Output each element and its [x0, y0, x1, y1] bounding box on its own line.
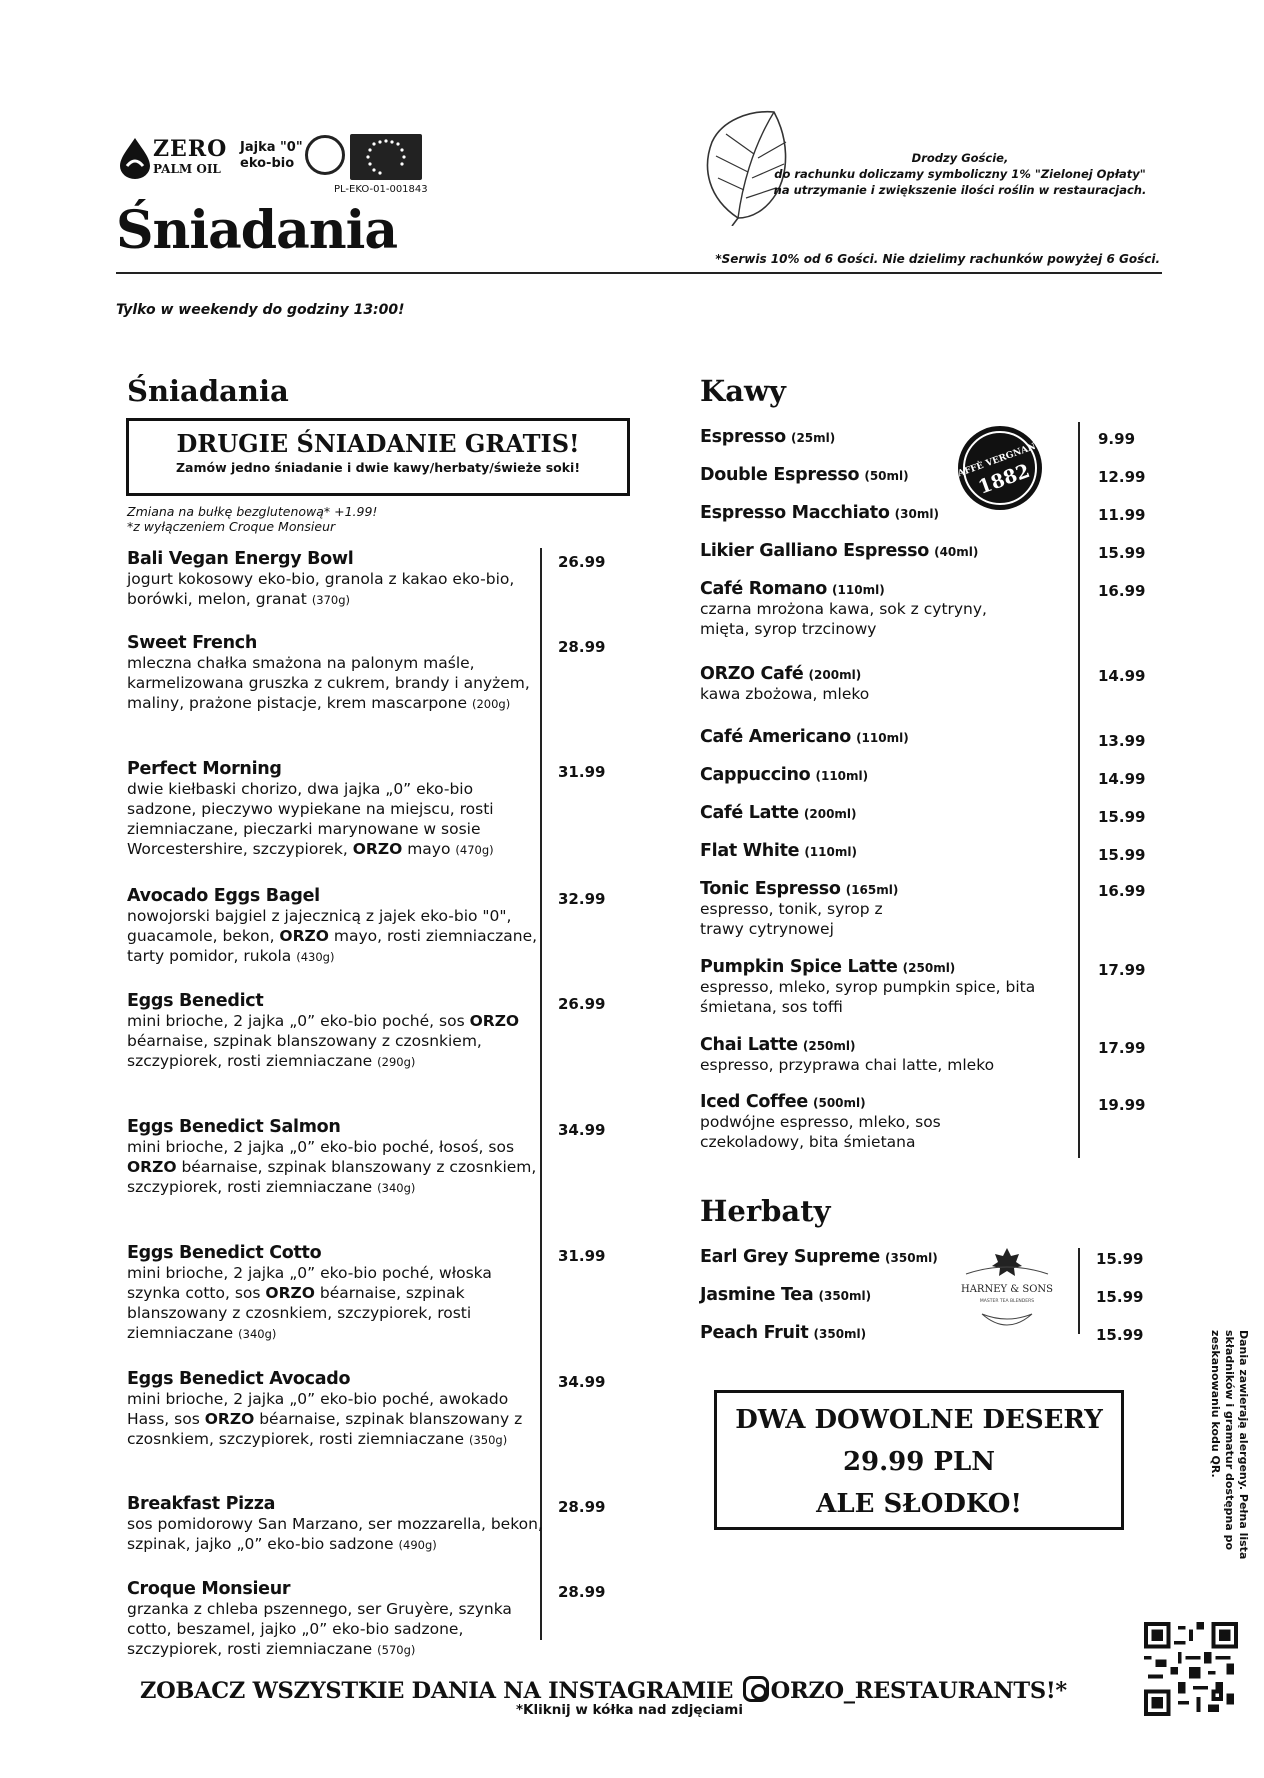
- gluten-note-line2: *z wyłączeniem Croque Monsieur: [127, 519, 336, 534]
- item-price: 32.99: [558, 890, 606, 908]
- coffee-price: 15.99: [1098, 808, 1146, 826]
- coffee-price: 17.99: [1098, 961, 1146, 979]
- item-desc-text: béarnaise, szpinak blanszowany z czosnkiem, szczypiorek, rosti ziemniaczane: [127, 1284, 472, 1342]
- item-desc-text: béarnaise, szpinak blanszowany z czosnkiem, szczypiorek, rosti ziemniaczane: [127, 1410, 523, 1448]
- coffee-desc: czarna mrożona kawa, sok z cytryny, mięta, syrop trzcinowy: [700, 600, 987, 638]
- coffee-name: Café Romano: [700, 579, 827, 599]
- item-size: (490g): [398, 1538, 437, 1552]
- eggs-label: [240, 140, 303, 172]
- item-price: 34.99: [558, 1373, 606, 1391]
- coffee-price: 16.99: [1098, 582, 1146, 600]
- green-fee-notice: [760, 150, 1160, 198]
- tea-price: 15.99: [1096, 1250, 1144, 1268]
- tea-size: (350ml): [818, 1289, 872, 1303]
- tea-item: [700, 1285, 871, 1305]
- coffee-logo-text: CAFFÈ VERGNANO: [958, 439, 1042, 482]
- notice-line3: na utrzymanie i zwiększenie ilości roślin w restauracjach.: [773, 183, 1147, 197]
- coffee-name: Iced Coffee: [700, 1092, 808, 1112]
- item-desc-text: dwie kiełbaski chorizo, dwa jajka „0” eko-bio sadzone, pieczywo wypiekane na miejscu, rosti ziemniaczane, pieczarki marynowane w sosie Worcestershire, szczypiorek,: [127, 780, 494, 858]
- item-desc: [127, 1263, 547, 1344]
- item-price: 28.99: [558, 1583, 606, 1601]
- coffee-item: [700, 465, 909, 485]
- item-desc-text: sos pomidorowy San Marzano, ser mozzarella, bekon, szpinak, jajko „0” eko-bio sadzone: [127, 1515, 543, 1553]
- coffee-item: [700, 1035, 1080, 1075]
- gluten-note-line1: Zmiana na bułkę bezglutenową* +1.99!: [127, 504, 378, 519]
- coffee-name: Double Espresso: [700, 465, 860, 485]
- promo-title: DRUGIE ŚNIADANIE GRATIS!: [176, 429, 580, 458]
- item-price: 31.99: [558, 1247, 606, 1265]
- allergen-note-text: Dania zawierają alergeny. Pełna lista składników i gramatur dostępna po zeskanowaniu kodu QR.: [1209, 1330, 1250, 1560]
- coffee-item: [700, 841, 857, 861]
- coffee-desc: espresso, przyprawa chai latte, mleko: [700, 1056, 995, 1074]
- coffee-price: 15.99: [1098, 846, 1146, 864]
- coffee-size: (50ml): [864, 469, 909, 483]
- instagram-cta-text: ZOBACZ WSZYSTKIE DANIA NA INSTAGRAMIE: [140, 1678, 734, 1704]
- coffee-item: [700, 1092, 980, 1152]
- item-price: 26.99: [558, 553, 606, 571]
- coffee-item: [700, 579, 1000, 639]
- menu-item: [127, 1243, 547, 1344]
- coffee-price: 13.99: [1098, 732, 1146, 750]
- orzo-brand: ORZO: [279, 927, 329, 945]
- menu-item: [127, 991, 547, 1072]
- dessert-promo-line1: DWA DOWOLNE DESERY: [735, 1405, 1103, 1435]
- tea-item: [700, 1323, 866, 1343]
- orzo-brand: ORZO: [265, 1284, 315, 1302]
- coffee-name: Flat White: [700, 841, 800, 861]
- item-size: (200g): [471, 697, 511, 711]
- item-price: 31.99: [558, 763, 606, 781]
- promo-box: [126, 418, 630, 496]
- harney-sons-logo: [952, 1244, 1062, 1342]
- coffee-section-title: Kawy: [700, 374, 786, 408]
- item-size: (340g): [377, 1181, 416, 1195]
- coffee-price: 14.99: [1098, 770, 1146, 788]
- tea-price-divider: [1078, 1248, 1080, 1334]
- coffee-item: [700, 427, 835, 447]
- palm-oil-text: PALM OIL: [153, 162, 221, 176]
- coffee-price: 19.99: [1098, 1096, 1146, 1114]
- item-desc-text: mayo, rosti ziemniaczane, tarty pomidor, rukola: [127, 927, 538, 965]
- tea-size: (350ml): [885, 1251, 938, 1265]
- item-name: Avocado Eggs Bagel: [127, 886, 320, 906]
- item-desc: [127, 779, 547, 860]
- menu-item: [127, 759, 547, 860]
- notice-line1: Drodzy Goście,: [911, 151, 1009, 165]
- item-desc-text: béarnaise, szpinak blanszowany z czosnkiem, szczypiorek, rosti ziemniaczane: [127, 1032, 482, 1070]
- instagram-handle: ORZO_RESTAURANTS!*: [770, 1678, 1067, 1704]
- orzo-brand: ORZO: [204, 1410, 255, 1428]
- item-desc-text: mini brioche, 2 jajka „0” eko-bio poché, łosoś, sos: [127, 1138, 515, 1156]
- dessert-promo-line3: ALE SŁODKO!: [816, 1489, 1022, 1519]
- item-desc-text: béarnaise, szpinak blanszowany z czosnkiem, szczypiorek, rosti ziemniaczane: [127, 1158, 537, 1196]
- weekend-note: Tylko w weekendy do godziny 13:00!: [116, 302, 405, 318]
- coffee-size: (25ml): [790, 431, 836, 445]
- instagram-note: *Kliknij w kółka nad zdjęciami: [516, 1702, 744, 1718]
- zero-palm-oil-logo: [117, 134, 237, 184]
- coffee-size: (500ml): [813, 1096, 866, 1110]
- coffee-name: Café Latte: [700, 803, 799, 823]
- menu-item: [127, 549, 547, 610]
- coffee-price: 17.99: [1098, 1039, 1146, 1057]
- coffee-price: 12.99: [1098, 468, 1146, 486]
- item-desc-text: mayo: [402, 840, 451, 858]
- item-size: (430g): [296, 950, 335, 964]
- orzo-brand: ORZO: [352, 840, 403, 858]
- notice-line2: do rachunku doliczamy symboliczny 1% "Zielonej Opłaty": [774, 167, 1146, 181]
- tea-section-title: Herbaty: [700, 1194, 831, 1228]
- coffee-price: 14.99: [1098, 667, 1146, 685]
- coffee-name: Tonic Espresso: [700, 879, 841, 899]
- item-desc: [127, 906, 547, 967]
- coffee-size: (250ml): [802, 1039, 856, 1053]
- coffee-desc: kawa zbożowa, mleko: [700, 685, 870, 703]
- allergen-note: [1210, 1330, 1250, 1590]
- item-name: Eggs Benedict Avocado: [127, 1369, 351, 1389]
- orzo-brand: ORZO: [127, 1158, 177, 1176]
- item-desc: [127, 1389, 547, 1450]
- item-desc-text: mini brioche, 2 jajka „0” eko-bio poché, włoska szynka cotto, sos: [127, 1264, 492, 1302]
- coffee-item: [700, 957, 1080, 1017]
- tea-size: (350ml): [813, 1327, 867, 1341]
- breakfast-section-title: Śniadania: [127, 374, 289, 408]
- coffee-name: Espresso Macchiato: [700, 503, 890, 523]
- item-price: 28.99: [558, 638, 606, 656]
- item-size: (340g): [238, 1327, 277, 1341]
- item-desc: [127, 569, 547, 610]
- coffee-desc: espresso, tonik, syrop z trawy cytrynowej: [700, 900, 883, 938]
- coffee-size: (200ml): [803, 807, 857, 821]
- item-name: Eggs Benedict Salmon: [127, 1117, 341, 1137]
- tea-name: Earl Grey Supreme: [700, 1247, 880, 1267]
- coffee-desc: podwójne espresso, mleko, sos czekoladowy, bita śmietana: [700, 1113, 941, 1151]
- menu-item: [127, 1117, 547, 1198]
- item-desc-text: grzanka z chleba pszennego, ser Gruyère, szynka cotto, beszamel, jajko „0” eko-bio sadzone, szczypiorek, rosti ziemniaczane: [127, 1600, 512, 1658]
- dessert-promo-line2: 29.99 PLN: [842, 1447, 996, 1477]
- coffee-name: ORZO Café: [700, 664, 804, 684]
- item-name: Breakfast Pizza: [127, 1494, 276, 1514]
- item-desc-text: jogurt kokosowy eko-bio, granola z kakao eko-bio, borówki, melon, granat: [127, 570, 515, 608]
- tea-item: [700, 1247, 938, 1267]
- coffee-size: (110ml): [856, 731, 909, 745]
- oil-drop-icon: [117, 136, 153, 180]
- item-desc: [127, 1514, 547, 1555]
- item-name: Perfect Morning: [127, 759, 282, 779]
- coffee-name: Likier Galliano Espresso: [700, 541, 929, 561]
- item-desc: [127, 653, 547, 714]
- item-size: (570g): [377, 1643, 416, 1657]
- item-size: (350g): [468, 1433, 508, 1447]
- item-price: 26.99: [558, 995, 606, 1013]
- gluten-free-note: [127, 504, 377, 534]
- svg-text:1882: 1882: [975, 459, 1033, 499]
- coffee-item: [700, 803, 857, 823]
- coffee-size: (250ml): [902, 961, 956, 975]
- eggs-label-line1: Jajka "0": [240, 140, 303, 155]
- item-desc-text: mini brioche, 2 jajka „0” eko-bio poché, awokado Hass, sos: [127, 1390, 509, 1428]
- item-desc-text: mleczna chałka smażona na palonym maśle, karmelizowana gruszka z cukrem, brandy i anyżem, maliny, prażone pistacje, krem mascarpone: [127, 654, 530, 712]
- coffee-price: 9.99: [1098, 430, 1136, 448]
- coffee-price: 11.99: [1098, 506, 1146, 524]
- menu-item: [127, 1369, 547, 1450]
- caffe-vergnano-logo: [958, 426, 1042, 510]
- eu-cert-code: PL-EKO-01-001843: [334, 184, 428, 195]
- item-name: Bali Vegan Energy Bowl: [127, 549, 354, 569]
- coffee-price: 15.99: [1098, 544, 1146, 562]
- qr-code[interactable]: [1144, 1622, 1238, 1716]
- coffee-name: Café Americano: [700, 727, 851, 747]
- coffee-item: [700, 541, 978, 561]
- eu-organic-leaf-icon: [350, 134, 422, 180]
- coffee-name: Pumpkin Spice Latte: [700, 957, 898, 977]
- instagram-icon: [743, 1676, 769, 1702]
- item-desc: [127, 1599, 547, 1660]
- coffee-item: [700, 503, 939, 523]
- coffee-size: (110ml): [815, 769, 869, 783]
- instagram-cta[interactable]: [140, 1676, 1067, 1704]
- item-desc: [127, 1011, 547, 1072]
- harney-logo-sub: MASTER TEA BLENDERS: [979, 1299, 1035, 1304]
- tea-name: Jasmine Tea: [700, 1285, 814, 1305]
- tea-price: 15.99: [1096, 1288, 1144, 1306]
- item-name: Eggs Benedict: [127, 991, 264, 1011]
- harney-logo-text: HARNEY & SONS: [960, 1284, 1054, 1295]
- coffee-name: Cappuccino: [700, 765, 811, 785]
- tea-price: 15.99: [1096, 1326, 1144, 1344]
- service-note: *Serwis 10% od 6 Gości. Nie dzielimy rachunków powyżej 6 Gości.: [715, 252, 1160, 266]
- coffee-name: Chai Latte: [700, 1035, 798, 1055]
- menu-item: [127, 1494, 547, 1555]
- coffee-size: (30ml): [894, 507, 939, 521]
- coffee-price: 16.99: [1098, 882, 1146, 900]
- eco-seal-icon: [305, 135, 345, 175]
- item-size: (290g): [377, 1055, 416, 1069]
- header-divider: [116, 272, 1162, 274]
- coffee-size: (165ml): [845, 883, 899, 897]
- coffee-size: (40ml): [934, 545, 979, 559]
- item-desc: [127, 1137, 547, 1198]
- coffee-item: [700, 727, 909, 747]
- menu-item: [127, 633, 547, 714]
- item-price: 34.99: [558, 1121, 606, 1139]
- coffee-size: (200ml): [808, 668, 862, 682]
- menu-item: [127, 886, 547, 967]
- item-size: (470g): [455, 843, 494, 857]
- orzo-brand: ORZO: [469, 1012, 520, 1030]
- item-desc-text: mini brioche, 2 jajka „0” eko-bio poché, sos: [127, 1012, 470, 1030]
- coffee-item: [700, 765, 868, 785]
- item-desc-text: nowojorski bajgiel z jajecznicą z jajek eko-bio "0", guacamole, bekon,: [127, 907, 512, 945]
- dessert-promo-box: [714, 1390, 1124, 1530]
- coffee-item: [700, 664, 1080, 704]
- item-name: Sweet French: [127, 633, 257, 653]
- promo-subtitle: Zamów jedno śniadanie i dwie kawy/herbaty/świeże soki!: [175, 460, 581, 475]
- coffee-size: (110ml): [804, 845, 857, 859]
- item-name: Eggs Benedict Cotto: [127, 1243, 322, 1263]
- item-size: (370g): [311, 593, 351, 607]
- coffee-name: Espresso: [700, 427, 786, 447]
- coffee-size: (110ml): [832, 583, 885, 597]
- coffee-item: [700, 879, 930, 939]
- eggs-label-line2: eko-bio: [240, 156, 295, 171]
- menu-item: [127, 1579, 547, 1660]
- page-title: Śniadania: [116, 200, 398, 261]
- item-price: 28.99: [558, 1498, 606, 1516]
- item-name: Croque Monsieur: [127, 1579, 291, 1599]
- tea-name: Peach Fruit: [700, 1323, 809, 1343]
- zero-logo-text: ZERO: [153, 136, 228, 162]
- coffee-desc: espresso, mleko, syrop pumpkin spice, bita śmietana, sos toffi: [700, 978, 1036, 1016]
